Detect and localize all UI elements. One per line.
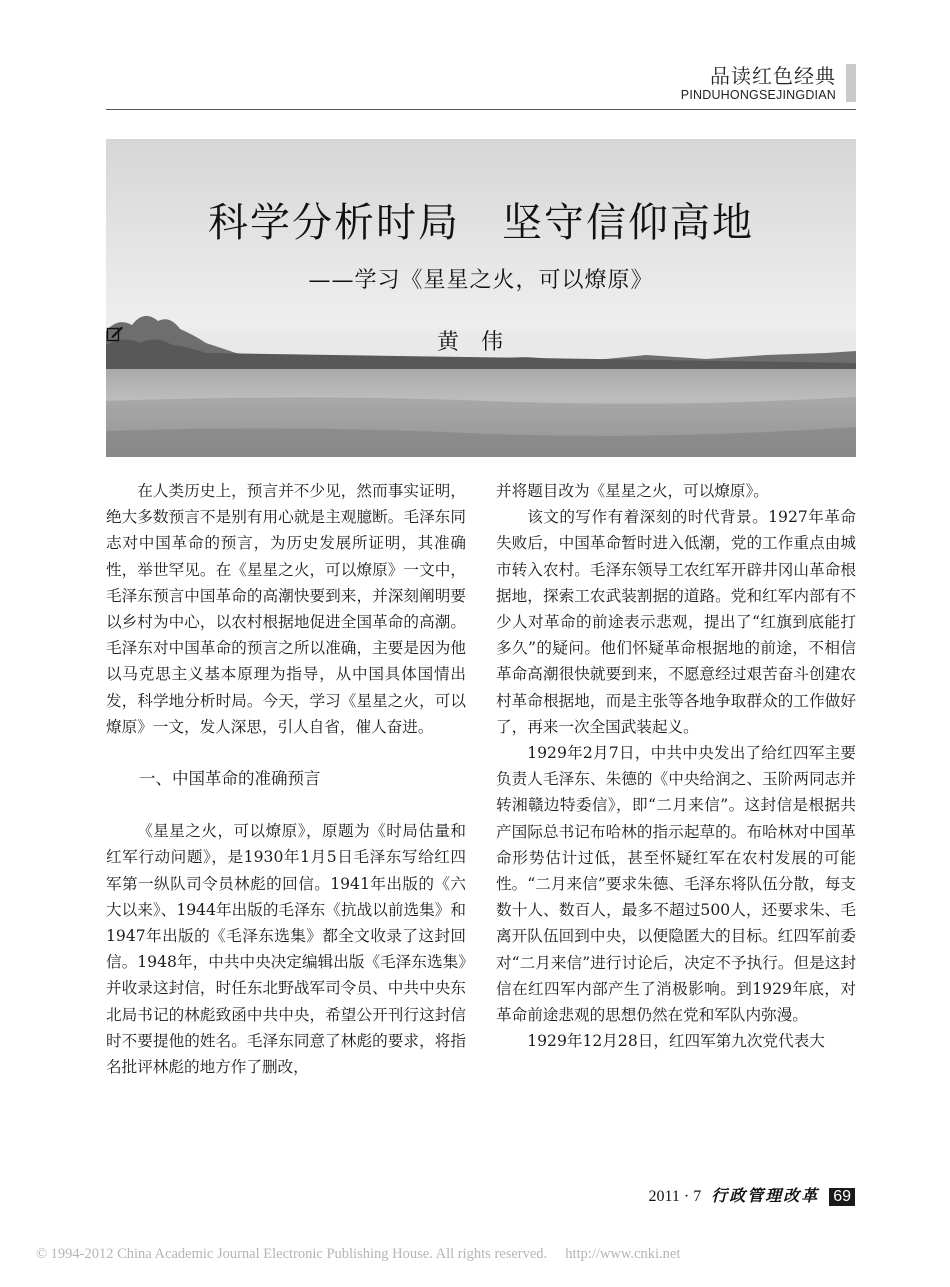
author-name: 黄伟 bbox=[436, 330, 525, 355]
header-accent-bar bbox=[846, 64, 856, 102]
magazine-name: 行政管理改革 bbox=[711, 1188, 820, 1205]
column-pinyin: PINDUHONGSEJINGDIAN bbox=[680, 88, 836, 102]
paragraph-background: 该文的写作有着深刻的时代背景。1927年革命失败后，中国革命暂时进入低潮，党的工作重点由城市转入农村。毛泽东领导工农红军开辟井冈山革命根据地，探索工农武装割据的道路。党和红军内部有不少人对革命的前途表示悲观，提出了“红旗到底能打多久”的疑问。他们怀疑革命根据地的前途，不相信革命高潮很快就要到来，不愿意经过艰苦奋斗创建农村革命根据地，而是主张等各地争取群众的工作做好了，再来一次全国武装起义。 bbox=[496, 508, 856, 736]
pen-icon bbox=[106, 325, 124, 343]
author-line bbox=[106, 325, 856, 356]
column-title: 品读红色经典 bbox=[710, 64, 836, 88]
field-landscape-graphic bbox=[106, 139, 856, 457]
article-title: 科学分析时局 坚守信仰高地 bbox=[208, 200, 754, 246]
page-footer bbox=[648, 1183, 855, 1206]
copyright-notice: © 1994-2012 China Academic Journal Electronic Publishing House. All rights reserved. http://www.cnki.net bbox=[36, 1246, 681, 1262]
banner-image bbox=[106, 139, 856, 457]
paragraph-ninth-congress: 1929年12月28日，红四军第九次党代表大 bbox=[527, 1032, 825, 1051]
section-heading: 一、中国革命的准确预言 bbox=[139, 769, 321, 789]
section-paragraph: 《星星之火，可以燎原》，原题为《时局估量和红军行动问题》，是1930年1月5日毛泽东写给红四军第一纵队司令员林彪的回信。1941年出版的《六大以来》、1944年出版的毛泽东《抗战以前选集》和1947年出版的《毛泽东选集》都全文收录了这封回信。1948年，中共中央决定编辑出版《毛泽东选集》并收录这封信，时任东北野战军司令员、中共中央东北局书记的林彪致函中共中央，希望公开刊行这封信时不要提他的姓名。毛泽东同意了林彪的要求，将指名批评林彪的地方作了删改， bbox=[106, 822, 466, 1077]
page-number: 69 bbox=[829, 1188, 855, 1206]
article-right-column bbox=[496, 478, 856, 1054]
article-left-column bbox=[106, 478, 466, 1080]
header-divider bbox=[106, 109, 856, 110]
article-subtitle: ——学习《星星之火，可以燎原》 bbox=[308, 268, 654, 293]
paragraph-continuation: 并将题目改为《星星之火，可以燎原》。 bbox=[496, 482, 769, 500]
intro-paragraph: 在人类历史上，预言并不少见，然而事实证明，绝大多数预言不是别有用心就是主观臆断。毛泽东同志对中国革命的预言，为历史发展所证明，其准确性，举世罕见。在《星星之火，可以燎原》一文中，毛泽东预言中国革命的高潮快要到来，并深刻阐明要以乡村为中心，以农村根据地促进全国革命的高潮。毛泽东对中国革命的预言之所以准确，主要是因为他以马克思主义基本原理为指导，从中国具体国情出发，科学地分析时局。今天，学习《星星之火，可以燎原》一文，发人深思，引人自省，催人奋进。 bbox=[106, 482, 466, 736]
paragraph-february-letter: 1929年2月7日，中共中央发出了给红四军主要负责人毛泽东、朱德的《中央给润之、玉阶两同志并转湘赣边特委信》，即“二月来信”。这封信是根据共产国际总书记布哈林的指示起草的。布哈林对中国革命形势估计过低，甚至怀疑红军在农村发展的可能性。“二月来信”要求朱德、毛泽东将队伍分散，每支数十人、数百人，最多不超过500人，还要求朱、毛离开队伍回到中央，以便隐匿大的目标。红四军前委对“二月来信”进行讨论后，决定不予执行。但是这封信在红四军内部产生了消极影响。到1929年底，对革命前途悲观的思想仍然在党和军队内弥漫。 bbox=[496, 744, 856, 1025]
issue-number: 2011 · 7 bbox=[648, 1188, 702, 1205]
